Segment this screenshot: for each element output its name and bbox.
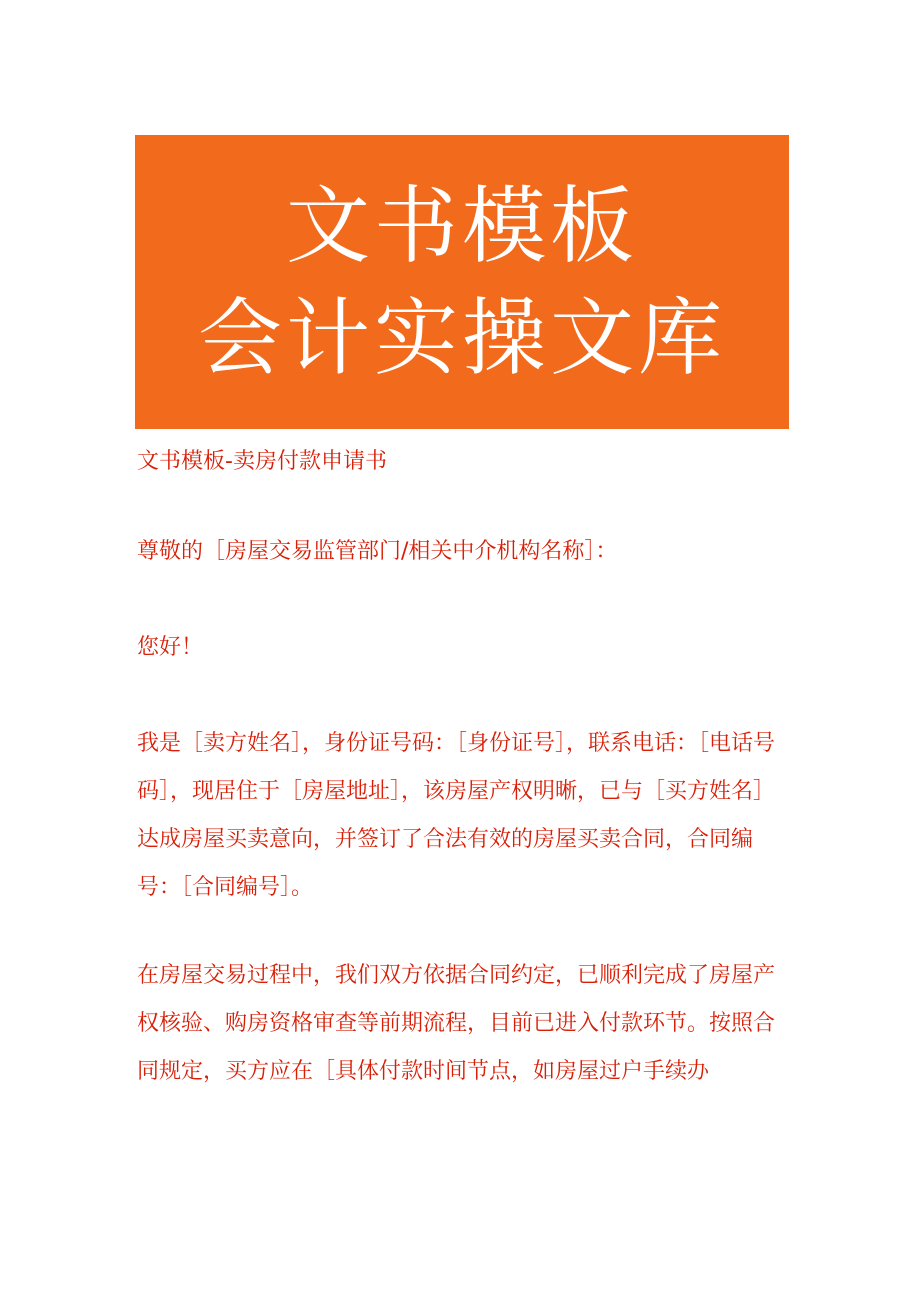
greeting: 您好！	[137, 635, 204, 660]
paragraph-transaction-progress: 在房屋交易过程中，我们双方依据合同约定，已顺利完成了房屋产权核验、购房资格审查等前期流程，目前已进入付款环节。按照合同规定，买方应在［具体付款时间节点，如房屋过户手续办	[137, 963, 776, 1084]
paragraph-seller-info: 我是［卖方姓名］，身份证号码：［身份证号］，联系电话：［电话号码］，现居住于［房屋地址］，该房屋产权明晰，已与［买方姓名］达成房屋买卖意向，并签订了合法有效的房屋买卖合同，合同编号：［合同编号］。	[137, 731, 776, 900]
salutation: 尊敬的［房屋交易监管部门/相关中介机构名称］：	[137, 539, 618, 564]
title-banner	[135, 135, 789, 429]
banner-title-line-1: 文书模板	[285, 177, 638, 275]
document-body	[137, 440, 789, 1096]
document-title: 文书模板-卖房付款申请书	[137, 449, 387, 474]
banner-title-line-2: 会计实操文库	[197, 289, 726, 387]
